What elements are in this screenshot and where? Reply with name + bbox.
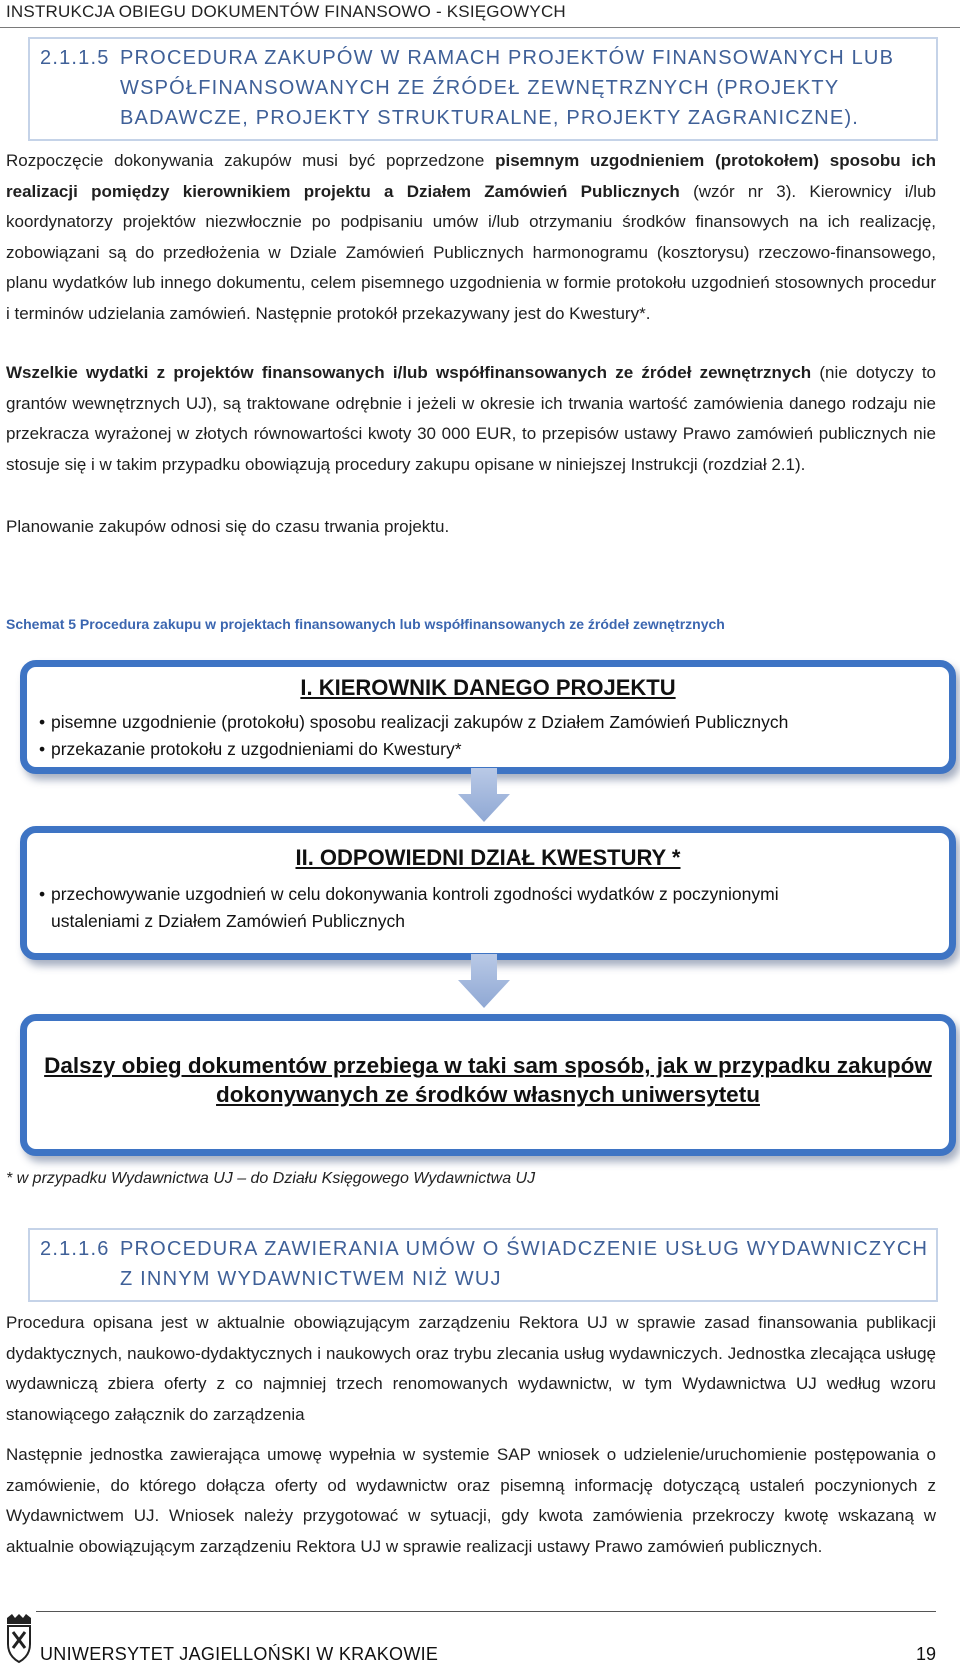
bullet-item: • przechowywanie uzgodnień w celu dokonywania kontroli zgodności wydatków z poczynionymi ustaleniami z Działem Zamówień Publicznych bbox=[39, 884, 779, 931]
paragraph-bold-text: Wszelkie wydatki z projektów finansowanych i/lub współfinansowanych ze źródeł zewnętrznych bbox=[6, 363, 812, 382]
section-number: 2.1.1.6 bbox=[40, 1238, 110, 1260]
section-title-line-1: PROCEDURA ZAKUPÓW W RAMACH PROJEKTÓW FINANSOWANYCH LUB bbox=[120, 47, 895, 69]
footer-divider bbox=[36, 1611, 936, 1612]
flow-step-further-circulation bbox=[20, 1014, 956, 1156]
paragraph-external-expenses bbox=[6, 358, 936, 480]
diagram-caption: Schemat 5 Procedura zakupu w projektach finansowanych lub współfinansowanych ze źródeł zewnętrznych bbox=[6, 616, 725, 632]
bullet-item: • przekazanie protokołu z uzgodnieniami do Kwestury* bbox=[39, 739, 462, 759]
header-divider bbox=[0, 27, 960, 28]
paragraph-planning bbox=[6, 512, 936, 543]
paragraph-project-agreement bbox=[6, 146, 936, 329]
section-title-line-2: Z INNYM WYDAWNICTWEM NIŻ WUJ bbox=[120, 1268, 502, 1290]
down-arrow-icon bbox=[458, 768, 510, 822]
section-heading-2-1-1-5 bbox=[28, 37, 938, 141]
footnote: * w przypadku Wydawnictwa UJ – do Działu Księgowego Wydawnictwa UJ bbox=[6, 1170, 536, 1187]
paragraph-bold-text: pisemnym uzgodnieniem (protokołem) sposobu ich realizacji pomiędzy kierownikiem projektu a Działem Zamówień Publicznych bbox=[6, 151, 936, 201]
flow-step-bullets bbox=[39, 881, 839, 935]
paragraph-text: (nie dotyczy to grantów wewnętrznych UJ), są traktowane odrębnie i jeżeli w okresie ich trwania wartość zamówienia danego rodzaju nie przekracza wyrażonej w złotych równowartości kwoty 30 000 EUR, to przepisów ustawy Prawo zamówień publicznych nie stosuje się i w takim przypadku obowiązują procedury zakupu opisane w niniejszej Instrukcji (rozdział 2.1). bbox=[6, 363, 936, 474]
university-crest-icon bbox=[5, 1614, 33, 1664]
document-header-title: INSTRUKCJA OBIEGU DOKUMENTÓW FINANSOWO - KSIĘGOWYCH bbox=[6, 2, 566, 21]
paragraph-text: Procedura opisana jest w aktualnie obowiązującym zarządzeniu Rektora UJ w sprawie zasad finansowania publikacji dydaktycznych, naukowo-dydaktycznych i naukowych oraz trybu zlecania usług wydawniczych. Jednostka zlecająca usługę wydawniczą zbiera oferty z co najmniej trzech renomowanych wydawnictw, w tym Wydawnictwa UJ według wzoru stanowiącego załącznik do zarządzenia bbox=[6, 1313, 936, 1424]
flow-step-project-manager bbox=[20, 660, 956, 774]
section-heading-2-1-1-6 bbox=[28, 1228, 938, 1302]
paragraph-text: Następnie jednostka zawierająca umowę wypełnia w systemie SAP wniosek o udzielenie/uruchomienie postępowania o zamówienie, do którego dołącza oferty od wydawnictw oraz pisemną informację dotyczącą ustaleń poczynionych z Wydawnictwem UJ. Wniosek należy przygotować w sytuacji, gdy kwota zamówienia przekroczy kwotę wskazaną w aktualnie obowiązującym zarządzeniu Rektora UJ w sprawie realizacji ustawy Prawo zamówień publicznych. bbox=[6, 1445, 936, 1556]
flow-step-heading: II. ODPOWIEDNI DZIAŁ KWESTURY * bbox=[295, 845, 681, 870]
paragraph-text: Rozpoczęcie dokonywania zakupów musi być poprzedzone bbox=[6, 151, 496, 170]
section-title-line-1: PROCEDURA ZAWIERANIA UMÓW O ŚWIADCZENIE USŁUG WYDAWNICZYCH bbox=[120, 1238, 929, 1260]
paragraph-text: (wzór nr 3). Kierownicy i/lub koordynatorzy projektów niezwłocznie po podpisaniu umów i/lub otrzymaniu środków finansowych na ich realizację, zobowiązani są do przedłożenia w Dziale Zamówień Publicznych harmonogramu (kosztorysu) rzeczowo-finansowego, planu wydatków lub innego dokumentu, celem pisemnego uzgodnienia w formie protokołu uzgodnień stosownych procedur i terminów udzielania zamówień. Następnie protokół przekazywany jest do Kwestury*. bbox=[6, 181, 936, 323]
section-title-line-3: BADAWCZE, PROJEKTY STRUKTURALNE, PROJEKTY ZAGRANICZNE). bbox=[120, 107, 860, 129]
paragraph-sap-request bbox=[6, 1440, 936, 1562]
bullet-item: • pisemne uzgodnienie (protokołu) sposobu realizacji zakupów z Działem Zamówień Publicznych bbox=[39, 712, 789, 732]
flow-final-line-2: dokonywanych ze środków własnych uniwersytetu bbox=[216, 1082, 760, 1107]
flow-final-line-1: Dalszy obieg dokumentów przebiega w taki sam sposób, jak w przypadku zakupów bbox=[44, 1053, 932, 1078]
section-number: 2.1.1.5 bbox=[40, 47, 110, 69]
paragraph-publishing-procedure bbox=[6, 1308, 936, 1430]
flow-step-heading: I. KIEROWNIK DANEGO PROJEKTU bbox=[300, 675, 676, 700]
flow-step-bullets bbox=[39, 709, 788, 763]
paragraph-text: Planowanie zakupów odnosi się do czasu trwania projektu. bbox=[6, 517, 450, 536]
footer-university-name: UNIWERSYTET JAGIELLOŃSKI W KRAKOWIE bbox=[40, 1644, 439, 1664]
flow-step-bursar-department bbox=[20, 826, 956, 960]
flow-final-note bbox=[27, 1051, 949, 1109]
section-title-line-2: WSPÓŁFINANSOWANYCH ZE ŹRÓDEŁ ZEWNĘTRZNYCH (PROJEKTY bbox=[120, 77, 840, 99]
down-arrow-icon bbox=[458, 954, 510, 1008]
page-number: 19 bbox=[915, 1644, 936, 1664]
